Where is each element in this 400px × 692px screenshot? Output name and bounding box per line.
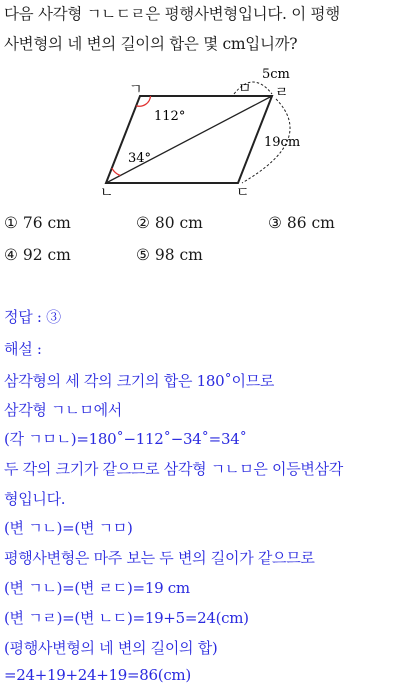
parallelogram-figure	[0, 0, 400, 200]
choice-1[interactable]	[4, 214, 71, 232]
vertex-label-g: ㄱ	[129, 82, 143, 98]
solution-line: 형입니다.	[4, 490, 66, 508]
length-label-19cm: 19cm	[264, 135, 301, 150]
choice-4[interactable]	[4, 246, 71, 264]
solution-line: =24+19+24+19=86(cm)	[4, 666, 191, 684]
choice-number: ④	[4, 246, 18, 264]
diagonal-line	[106, 96, 272, 183]
solution-line: (변 ㄱㄹ)=(변 ㄴㄷ)=19+5=24(cm)	[4, 609, 249, 627]
vertex-label-n: ㄴ	[100, 185, 114, 200]
length-label-5cm: 5cm	[262, 67, 290, 82]
choice-text: 80 cm	[154, 214, 203, 232]
choice-number: ⑤	[136, 246, 150, 264]
vertex-label-m: ㅁ	[238, 81, 252, 97]
choice-number: ③	[268, 214, 282, 232]
explanation-heading: 해설 :	[4, 340, 42, 358]
solution-line: (평행사변형의 네 변의 길이의 합)	[4, 639, 218, 657]
solution-line: 삼각형 ㄱㄴㅁ에서	[4, 401, 122, 419]
choice-text: 92 cm	[22, 246, 71, 264]
choice-text: 98 cm	[154, 246, 203, 264]
angle-label-34: 34°	[128, 151, 152, 166]
solution-line: (변 ㄱㄴ)=(변 ㄱㅁ)	[4, 519, 133, 537]
vertex-label-r: ㄹ	[275, 85, 289, 101]
choice-text: 86 cm	[286, 214, 335, 232]
vertex-label-d: ㄷ	[236, 185, 250, 200]
solution-line: 삼각형의 세 각의 크기의 합은 180˚이므로	[4, 372, 275, 390]
solution-line: (각 ㄱㅁㄴ)=180˚−112˚−34˚=34˚	[4, 430, 247, 448]
angle-34-arc	[112, 168, 120, 176]
solution-line: 평행사변형은 마주 보는 두 변의 길이가 같으므로	[4, 549, 315, 567]
solution-line: 두 각의 크기가 같으므로 삼각형 ㄱㄴㅁ은 이등변삼각	[4, 460, 343, 478]
choice-3[interactable]	[268, 214, 335, 232]
solution-line: (변 ㄱㄴ)=(변 ㄹㄷ)=19 cm	[4, 579, 190, 597]
angle-label-112: 112°	[154, 109, 186, 124]
answer-line: 정답 : ③	[4, 308, 61, 326]
choice-text: 76 cm	[22, 214, 71, 232]
choice-number: ②	[136, 214, 150, 232]
choice-2[interactable]	[136, 214, 203, 232]
question-line-2: 사변형의 네 변의 길이의 합은 몇 cm입니까?	[4, 35, 298, 53]
choice-5[interactable]	[136, 246, 203, 264]
choice-number: ①	[4, 214, 18, 232]
question-line-1: 다음 사각형 ㄱㄴㄷㄹ은 평행사변형입니다. 이 평행	[4, 5, 340, 23]
